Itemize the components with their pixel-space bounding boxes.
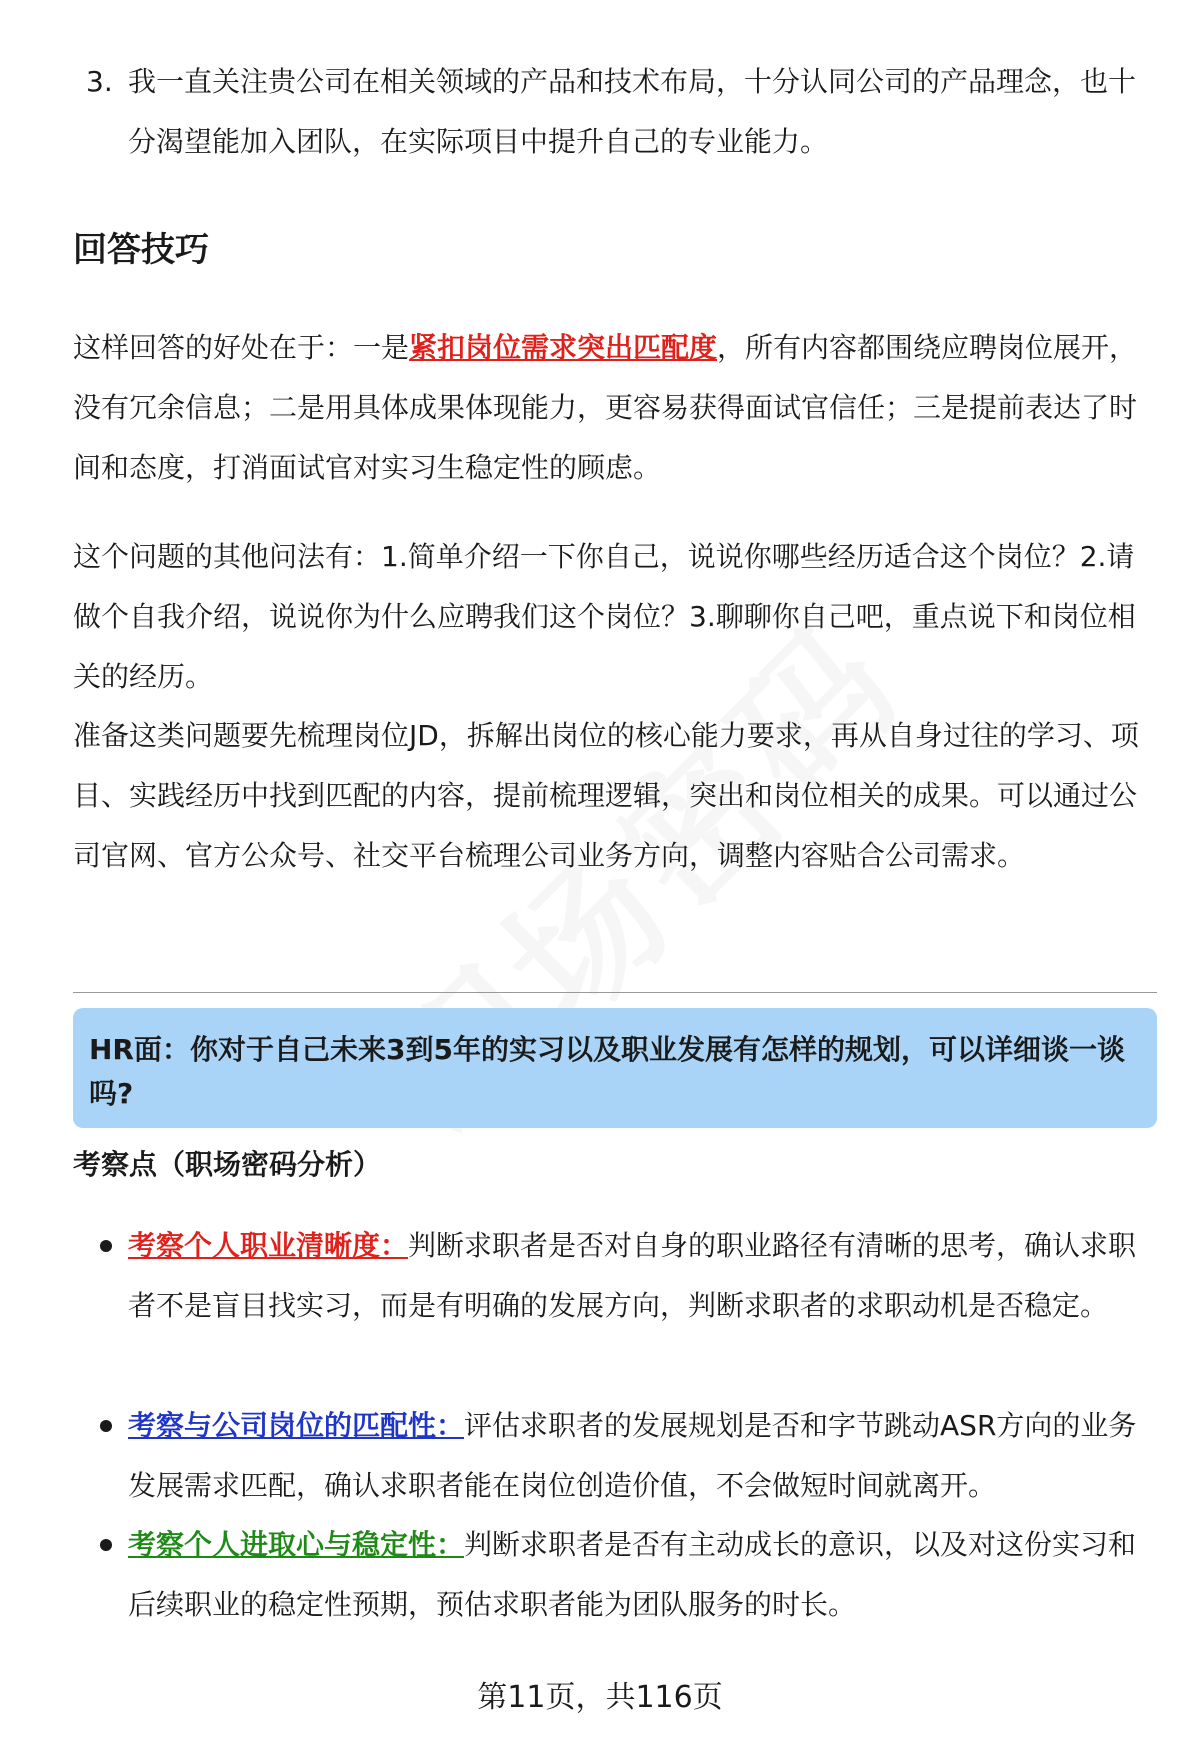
list-item-text: 我一直关注贵公司在相关领域的产品和技术布局，十分认同公司的产品理念，也十分渴望能加入团队，在实际项目中提升自己的专业能力。 (128, 65, 1137, 158)
list-number: 3. (86, 65, 113, 98)
bullet-item (100, 1396, 1160, 1516)
section-heading: 回答技巧 (73, 230, 209, 270)
bullet-text: 判断求职者是否对自身的职业路径有清晰的思考，确认求职者不是盲目找实习，而是有明确的发展方向，判断求职者的求职动机是否稳定。 (128, 1229, 1137, 1322)
bullet-keyword: 考察个人进取心与稳定性： (128, 1528, 465, 1561)
question-text: HR面：你对于自己未来3到5年的实习以及职业发展有怎样的规划，可以详细谈一谈吗? (89, 1033, 1125, 1110)
bullet-dot (100, 1420, 112, 1432)
divider (73, 992, 1157, 993)
bullet-item (100, 1216, 1160, 1336)
paragraph-preparation: 准备这类问题要先梳理岗位JD，拆解出岗位的核心能力要求，再从自身过往的学习、项目、实践经历中找到匹配的内容，提前梳理逻辑，突出和岗位相关的成果。可以通过公司官网、官方公众号、社交平台梳理公司业务方向，调整内容贴合公司需求。 (73, 719, 1139, 872)
bullet-text: 判断求职者是否有主动成长的意识，以及对这份实习和后续职业的稳定性预期，预估求职者能为团队服务的时长。 (128, 1528, 1137, 1621)
paragraph-alternatives: 这个问题的其他问法有：1.简单介绍一下你自己，说说你哪些经历适合这个岗位？2.请做个自我介绍，说说你为什么应聘我们这个岗位？3.聊聊你自己吧，重点说下和岗位相关的经历。 (73, 540, 1136, 693)
bullet-item (100, 1515, 1160, 1635)
paragraph-text: 这样回答的好处在于：一是 (73, 331, 410, 364)
bullet-dot (100, 1240, 112, 1252)
bullet-keyword: 考察个人职业清晰度： (128, 1229, 409, 1262)
analysis-title: 考察点（职场密码分析） (73, 1148, 382, 1181)
question-callout (73, 1008, 1157, 1128)
page-number: 第11页，共116页 (477, 1680, 723, 1715)
paragraph-text: ，所有内容都围绕应聘岗位展开，没有冗余信息；二是用具体成果体现能力，更容易获得面试官信任；三是提前表达了时间和态度，打消面试官对实习生稳定性的顾虑。 (73, 331, 1138, 484)
numbered-list-item (86, 52, 1146, 172)
paragraph-benefits (73, 318, 1153, 498)
bullet-keyword: 考察与公司岗位的匹配性： (128, 1409, 465, 1442)
bullet-text: 评估求职者的发展规划是否和字节跳动ASR方向的业务发展需求匹配，确认求职者能在岗位创造价值，不会做短时间就离开。 (128, 1409, 1137, 1502)
bullet-dot (100, 1539, 112, 1551)
highlight-text: 紧扣岗位需求突出匹配度 (409, 331, 718, 364)
